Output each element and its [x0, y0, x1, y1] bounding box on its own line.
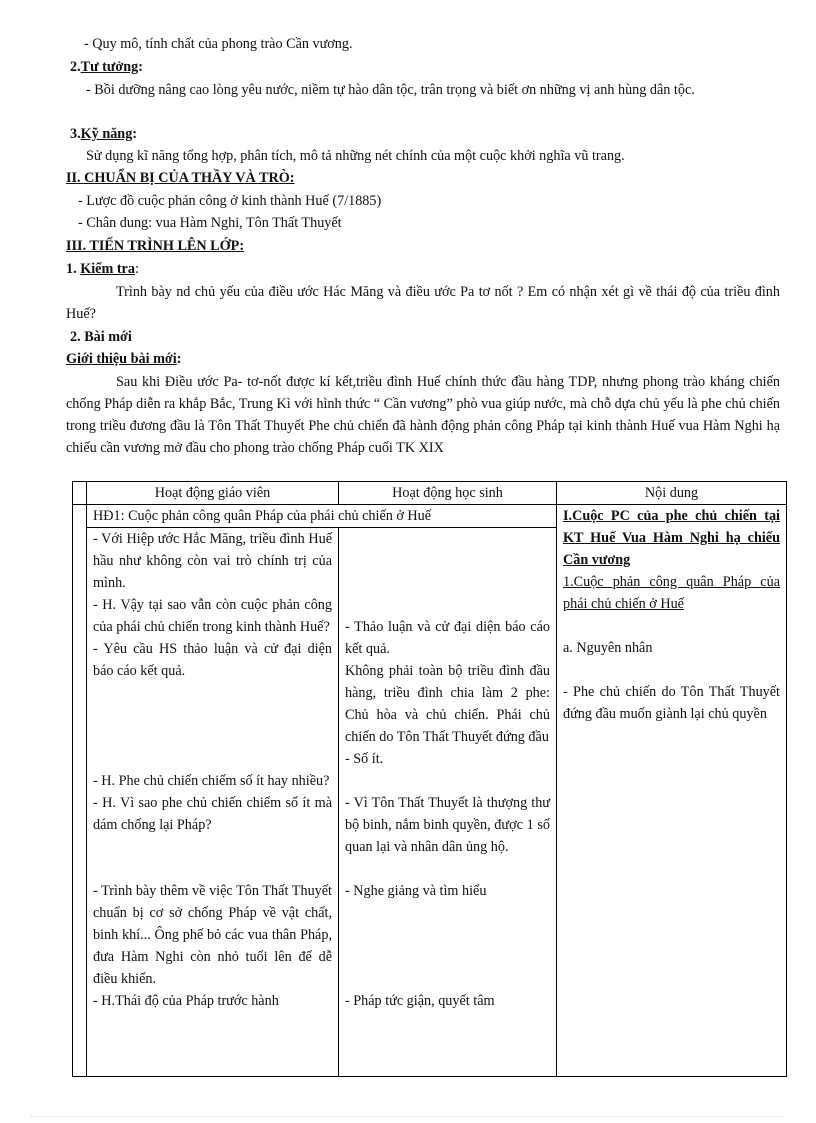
gv-paragraph-4: - H. Phe chủ chiến chiếm số ít hay nhiều?: [93, 773, 330, 789]
ky-nang-title: Kỹ năng: [80, 126, 133, 142]
ky-nang-number: 3.: [70, 126, 81, 142]
content-nguyen-nhan-body: - Phe chủ chiến do Tôn Thất Thuyết đứng đầu muốn giành lại chủ quyền: [563, 684, 780, 722]
row-blank-cell: [73, 505, 87, 1077]
gioi-thieu-colon: :: [176, 351, 182, 367]
kiem-tra-heading: [66, 259, 139, 279]
header-student: Hoạt động học sinh: [339, 482, 557, 505]
gv-paragraph-5: - H. Vì sao phe chủ chiến chiếm số ít mà dám chống lại Pháp?: [93, 795, 332, 833]
page-bottom-border: [30, 1116, 786, 1117]
header-teacher: Hoạt động giáo viên: [87, 482, 339, 505]
ky-nang-body: Sử dụng kĩ năng tổng hợp, phân tích, mô tả những nét chính của một cuộc khởi nghĩa vũ trang.: [86, 148, 625, 164]
header-blank-cell: [73, 482, 87, 505]
tu-tuong-heading: [70, 57, 143, 77]
hs-paragraph-5: - Nghe giảng và tìm hiểu: [345, 883, 487, 899]
hd1-title: HĐ1: Cuộc phản công quân Pháp của phái chủ chiến ở Huế: [87, 505, 557, 528]
table-header-row: [73, 482, 787, 505]
hs-paragraph-2: Không phải toàn bộ triều đình đầu hàng, triều đình chia làm 2 phe: Chủ hòa và chủ chiến. Phái chủ chiến do Tôn Thất Thuyết đứng đầu: [345, 663, 550, 745]
content-subtitle-1: 1.Cuộc phản công quân Pháp của phái chủ chiến ở Huế: [563, 574, 780, 612]
content-nguyen-nhan: a. Nguyên nhân: [563, 640, 653, 656]
section-2-item-2: - Chân dung: vua Hàm Nghi, Tôn Thất Thuyết: [78, 215, 342, 231]
hs-paragraph-6: - Pháp tức giận, quyết tâm: [345, 993, 495, 1009]
lesson-table: [72, 481, 787, 1077]
header-content: Nội dung: [557, 482, 787, 505]
kiem-tra-body: Trình bày nd chủ yếu của điều ước Hác Măng và điều ước Pa tơ nốt ? Em có nhận xét gì về thái độ của triều đình Huế?: [66, 284, 780, 322]
gioi-thieu-body: Sau khi Điều ước Pa- tơ-nốt được kí kết,triều đình Huế chính thức đầu hàng TDP, nhưng phong trào kháng chiến chống Pháp diễn ra khắp Bắc, Trung Kì với hình thức “ Cần vương” phò vua giúp nước, mà chỗ dựa chủ yếu là phe chủ chiến trong triều đương đầu là Tôn Thất Thuyết Phe chủ chiến đã hành động phản công Pháp tại kinh thành Huế vua Hàm Nghi hạ chiếu cần vương mở đầu cho phong trào chống Pháp cuối TK XIX: [66, 374, 780, 456]
table-row-hd1: [73, 505, 787, 528]
ky-nang-colon: :: [132, 126, 138, 142]
section-2-item-1: - Lược đồ cuộc phản công ở kinh thành Huế (7/1885): [78, 193, 382, 209]
section-3-title: III. TIẾN TRÌNH LÊN LỚP:: [66, 238, 245, 254]
kiem-tra-title: Kiểm tra: [80, 261, 135, 277]
tu-tuong-title: Tư tưởng: [80, 59, 139, 75]
kiem-tra-number: 1.: [66, 261, 81, 277]
hs-paragraph-1: - Thảo luận và cử đại diện báo cáo kết quả.: [345, 619, 550, 657]
gioi-thieu-title: Giới thiệu bài mới: [66, 351, 177, 367]
quy-mo-line: - Quy mô, tính chất của phong trào Cần vương.: [84, 36, 353, 52]
hs-paragraph-3: - Số ít.: [345, 751, 384, 767]
gv-paragraph-1: - Với Hiệp ước Hắc Măng, triều đình Huế hầu như không còn vai trò chính trị của mình.: [93, 531, 332, 591]
teacher-cell: [87, 528, 339, 1077]
content-title: I.Cuộc PC của phe chủ chiến tại KT Huế Vua Hàm Nghi hạ chiếu Cần vương: [563, 508, 780, 568]
gv-paragraph-6: - Trình bày thêm về việc Tôn Thất Thuyết chuẩn bị cơ sở chống Pháp về vật chất, binh khí... Ông phế bỏ các vua thân Pháp, đưa Hàm Nghi còn nhỏ tuổi lên để dễ điều khiển.: [93, 883, 332, 987]
kiem-tra-colon: :: [134, 261, 139, 277]
gv-paragraph-2: - H. Vậy tại sao vẫn còn cuộc phản công của phái chủ chiến trong kinh thành Huế?: [93, 597, 332, 635]
gv-paragraph-3: - Yêu cầu HS thảo luận và cử đại diện báo cáo kết quả.: [93, 641, 332, 679]
tu-tuong-colon: :: [138, 59, 143, 75]
hs-paragraph-4: - Vì Tôn Thất Thuyết là thượng thư bộ binh, nắm binh quyền, được 1 số quan lại và nhân dân ủng hộ.: [345, 795, 550, 855]
content-cell: [557, 505, 787, 1077]
tu-tuong-body: - Bồi dưỡng nâng cao lòng yêu nước, niềm tự hào dân tộc, trân trọng và biết ơn những vị anh hùng dân tộc.: [86, 82, 695, 98]
bai-moi-heading: 2. Bài mới: [70, 329, 132, 345]
section-2-title: II. CHUẨN BỊ CỦA THẦY VÀ TRÒ:: [66, 170, 295, 186]
gioi-thieu-heading: [66, 349, 181, 369]
gv-paragraph-7: - H.Thái độ của Pháp trước hành: [93, 993, 279, 1009]
ky-nang-heading: [70, 124, 137, 144]
student-cell: [339, 528, 557, 1077]
tu-tuong-number: 2.: [70, 59, 81, 75]
